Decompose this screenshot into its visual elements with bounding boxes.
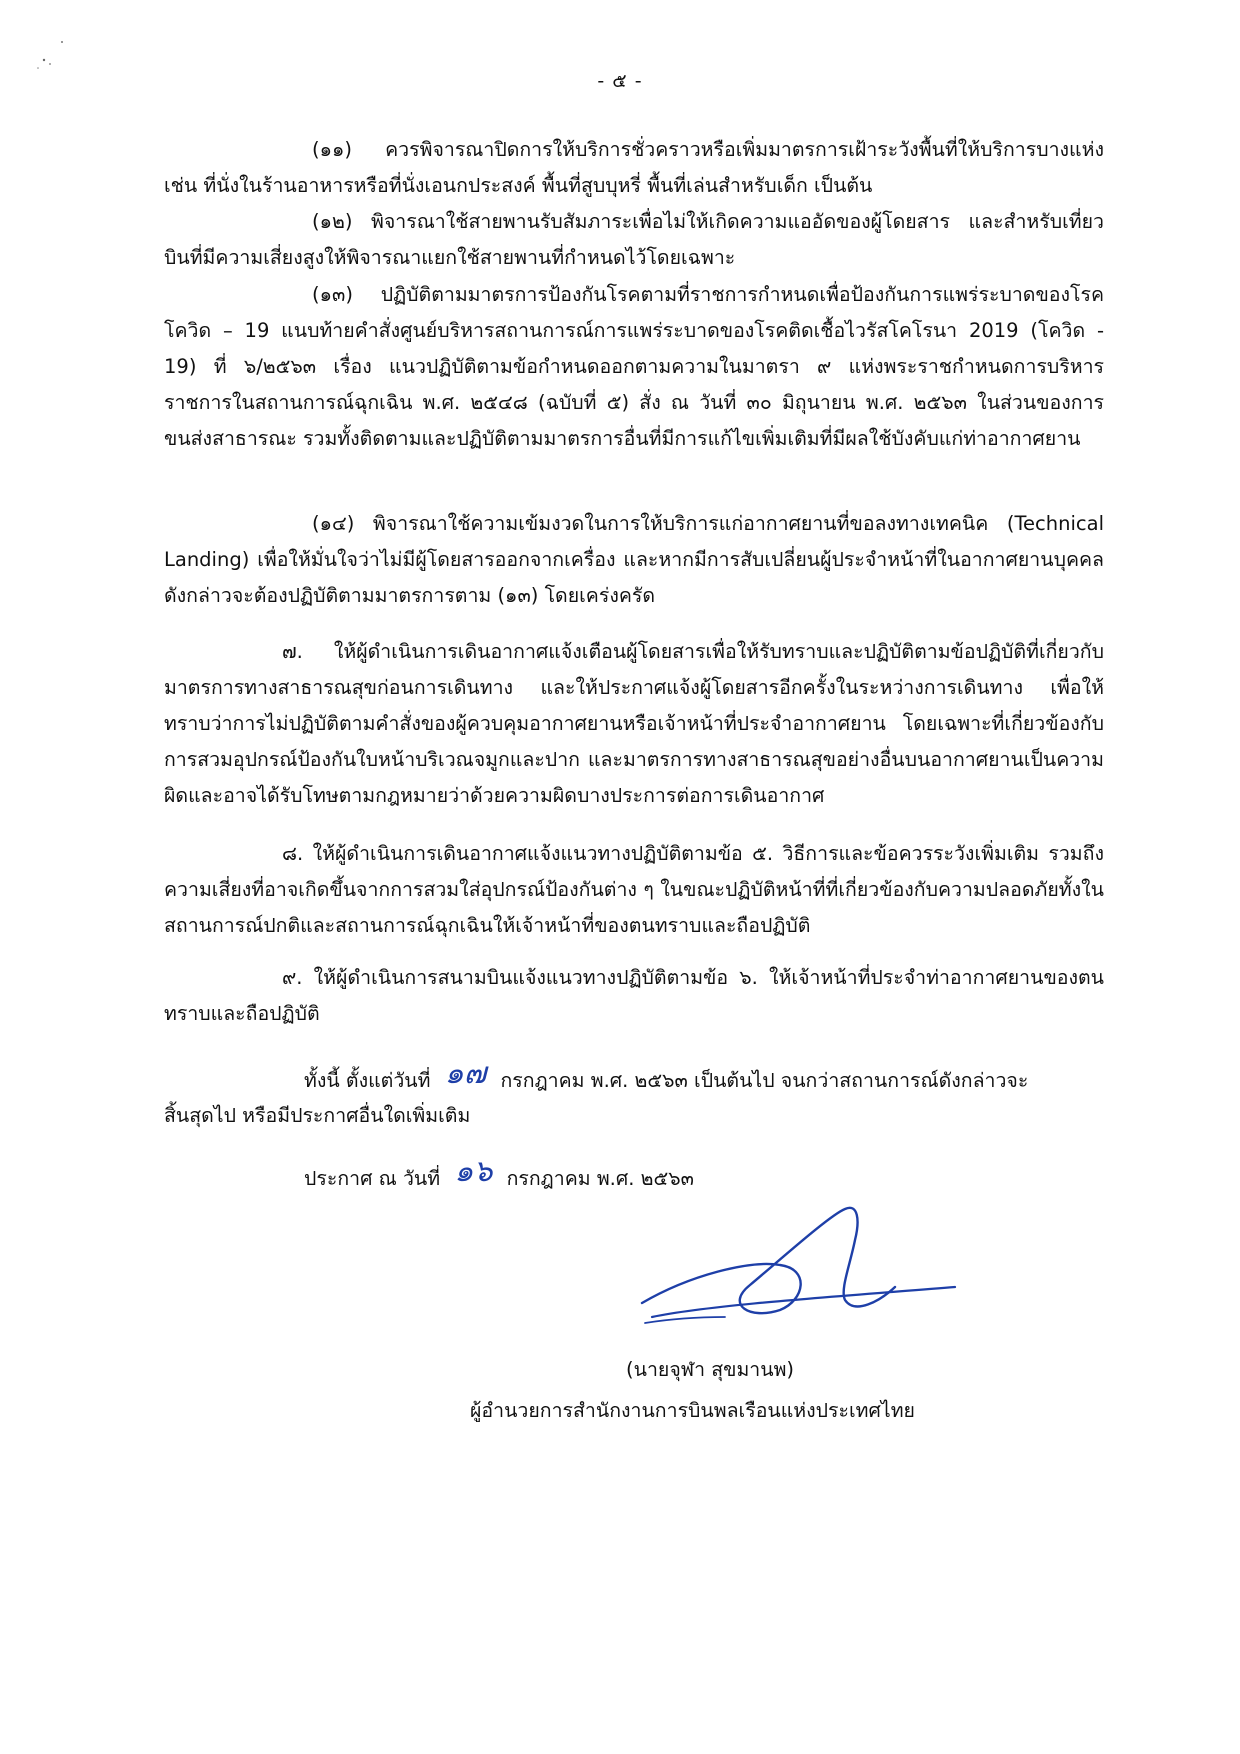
signatory-title: ผู้อำนวยการสำนักงานการบินพลเรือนแห่งประเทศไทย [470,1399,915,1422]
announced-prefix: ประกาศ ณ วันที่ [304,1167,441,1190]
clause-7 [164,634,1104,814]
clause-11-text: (๑๑) ควรพิจารณาปิดการให้บริการชั่วคราวหรือเพิ่มมาตรการเฝ้าระวังพื้นที่ให้บริการบางแห่ง เช่น ที่นั่งในร้านอาหารหรือที่นั่งเอนกประสงค์ พื้นที่สูบบุหรี่ พื้นที่เล่นสำหรับเด็ก เป็นต้น [164,138,1104,197]
signatory-name: (นายจุฬา สุขมานพ) [626,1358,795,1381]
clause-13-text: (๑๓) ปฏิบัติตามมาตรการป้องกันโรคตามที่ราชการกำหนดเพื่อป้องกันการแพร่ระบาดของโรคโควิด – 19 แนบท้ายคำสั่งศูนย์บริหารสถานการณ์การแพร่ระบาดของโรคติดเชื้อไวรัสโคโรนา 2019 (โควิด - 19) ที่ ๖/๒๕๖๓ เรื่อง แนวปฏิบัติตามข้อกำหนดออกตามความในมาตรา ๙ แห่งพระราชกำหนดการบริหารราชการในสถานการณ์ฉุกเฉิน พ.ศ. ๒๕๔๘ (ฉบับที่ ๕) สั่ง ณ วันที่ ๓๐ มิถุนายน พ.ศ. ๒๕๖๓ ในส่วนของการขนส่งสาธารณะ รวมทั้งติดตามและปฏิบัติตามมาตรการอื่นที่มีการแก้ไขเพิ่มเติมที่มีผลใช้บังคับแก่ท่าอากาศยาน [164,283,1104,450]
clause-13 [164,277,1104,457]
effective-prefix: ทั้งนี้ ตั้งแต่วันที่ [304,1069,431,1092]
effective-date-line-2: สิ้นสุดไป หรือมีประกาศอื่นใดเพิ่มเติม [164,1104,471,1127]
clause-12 [164,204,1104,276]
clause-8 [164,836,1104,944]
announced-day-handwritten: ๑๖ [454,1154,493,1189]
effective-date-line [304,1056,1029,1099]
clause-14 [164,506,1104,614]
announced-suffix: กรกฎาคม พ.ศ. ๒๕๖๓ [506,1167,694,1190]
page-number: - ๕ - [597,70,643,92]
effective-suffix: กรกฎาคม พ.ศ. ๒๕๖๓ เป็นต้นไป จนกว่าสถานการณ์ดังกล่าวจะ [500,1069,1029,1092]
signature-image [630,1205,960,1355]
effective-day-handwritten: ๑๗ [444,1056,487,1091]
clause-8-text: ๘. ให้ผู้ดำเนินการเดินอากาศแจ้งแนวทางปฏิบัติตามข้อ ๕. วิธีการและข้อควรระวังเพิ่มเติม รวมถึงความเสี่ยงที่อาจเกิดขึ้นจากการสวมใส่อุปกรณ์ป้องกันต่าง ๆ ในขณะปฏิบัติหน้าที่ที่เกี่ยวข้องกับความปลอดภัยทั้งในสถานการณ์ปกติและสถานการณ์ฉุกเฉินให้เจ้าหน้าที่ของตนทราบและถือปฏิบัติ [164,842,1104,937]
clause-9 [164,960,1104,1032]
clause-14-text: (๑๔) พิจารณาใช้ความเข้มงวดในการให้บริการแก่อากาศยานที่ขอลงทางเทคนิค (Technical Landing) เพื่อให้มั่นใจว่าไม่มีผู้โดยสารออกจากเครื่อง และหากมีการสับเปลี่ยนผู้ประจำหน้าที่ในอากาศยานบุคคลดังกล่าวจะต้องปฏิบัติตามมาตรการตาม (๑๓) โดยเคร่งครัด [164,512,1104,607]
announced-date-line [304,1154,694,1197]
clause-12-text: (๑๒) พิจารณาใช้สายพานรับสัมภาระเพื่อไม่ให้เกิดความแออัดของผู้โดยสาร และสำหรับเที่ยวบินที่มีความเสี่ยงสูงให้พิจารณาแยกใช้สายพานที่กำหนดไว้โดยเฉพาะ [164,210,1104,269]
clause-7-text: ๗. ให้ผู้ดำเนินการเดินอากาศแจ้งเตือนผู้โดยสารเพื่อให้รับทราบและปฏิบัติตามข้อปฏิบัติที่เกี่ยวกับมาตรการทางสาธารณสุขก่อนการเดินทาง และให้ประกาศแจ้งผู้โดยสารอีกครั้งในระหว่างการเดินทาง เพื่อให้ทราบว่าการไม่ปฏิบัติตามคำสั่งของผู้ควบคุมอากาศยานหรือเจ้าหน้าที่ประจำอากาศยาน โดยเฉพาะที่เกี่ยวข้องกับการสวมอุปกรณ์ป้องกันใบหน้าบริเวณจมูกและปาก และมาตรการทางสาธารณสุขอย่างอื่นบนอากาศยานเป็นความผิดและอาจได้รับโทษตามกฎหมายว่าด้วยความผิดบางประการต่อการเดินอากาศ [164,640,1104,807]
clause-11 [164,132,1104,204]
clause-9-text: ๙. ให้ผู้ดำเนินการสนามบินแจ้งแนวทางปฏิบัติตามข้อ ๖. ให้เจ้าหน้าที่ประจำท่าอากาศยานของตนทราบและถือปฏิบัติ [164,966,1104,1025]
